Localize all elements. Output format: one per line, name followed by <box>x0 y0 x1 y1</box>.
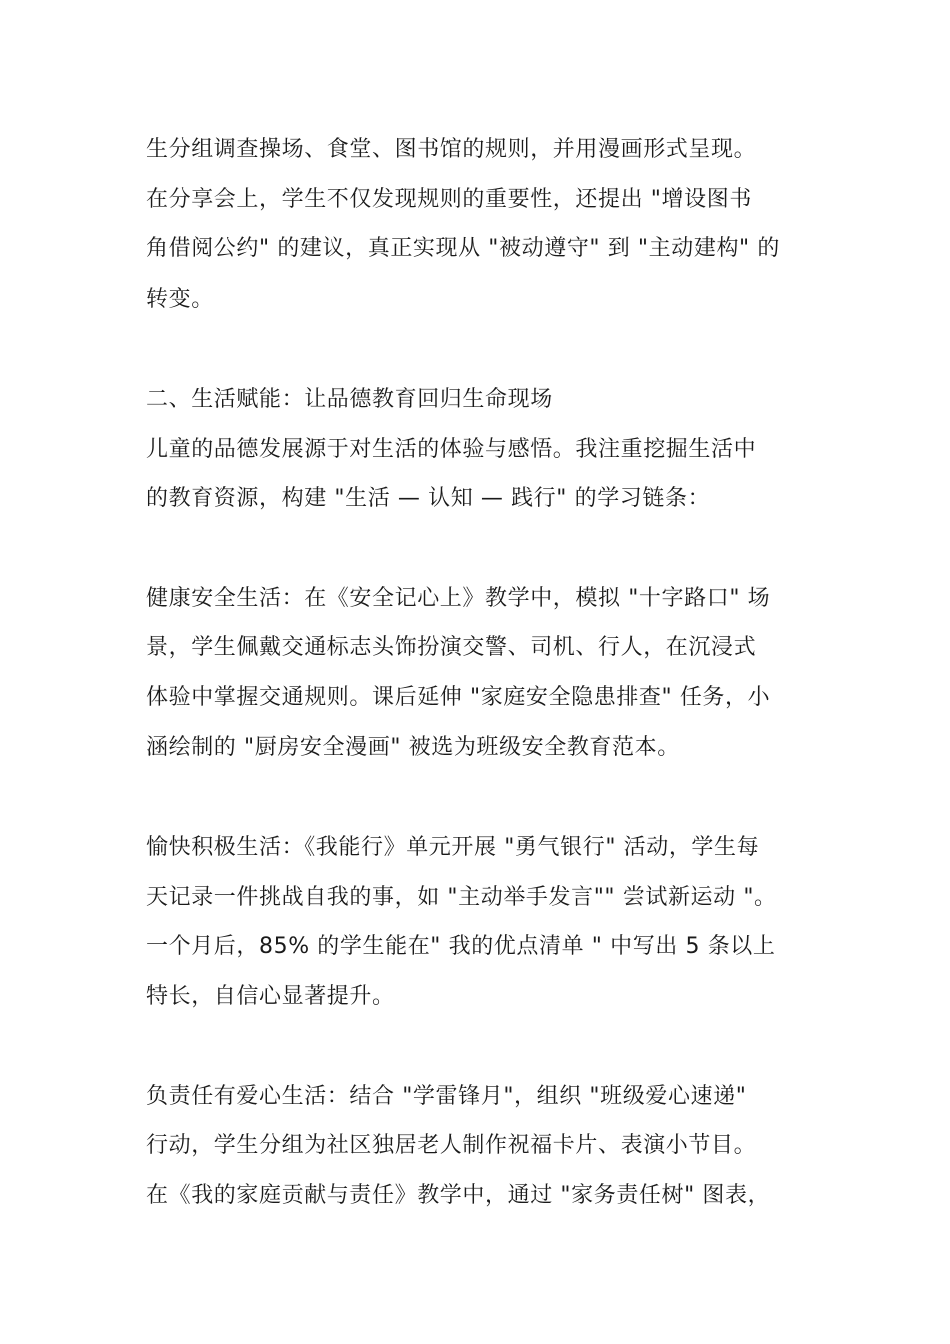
text-line: 体验中掌握交通规则。课后延伸 "家庭安全隐患排查" 任务，小 <box>146 685 771 710</box>
text-line: 行动，学生分组为社区独居老人制作祝福卡片、表演小节目。 <box>146 1133 757 1158</box>
text-line: 转变。 <box>146 287 214 312</box>
text-line: 愉快积极生活：《我能行》单元开展 "勇气银行" 活动，学生每 <box>146 835 760 860</box>
section-heading: 二、生活赋能：让品德教育回归生命现场 <box>146 387 553 412</box>
text-line: 在《我的家庭贡献与责任》教学中，通过 "家务责任树" 图表， <box>146 1183 771 1208</box>
text-line: 特长，自信心显著提升。 <box>146 984 395 1009</box>
text-line: 儿童的品德发展源于对生活的体验与感悟。我注重挖掘生活中 <box>146 437 757 462</box>
text-line: 景，学生佩戴交通标志头饰扮演交警、司机、行人，在沉浸式 <box>146 635 757 660</box>
text-line: 一个月后，85% 的学生能在" 我的优点清单 " 中写出 5 条以上 <box>146 934 776 959</box>
text-line: 在分享会上，学生不仅发现规则的重要性，还提出 "增设图书 <box>146 187 752 212</box>
text-line: 健康安全生活：在《安全记心上》教学中，模拟 "十字路口" 场 <box>146 586 771 611</box>
text-line: 生分组调查操场、食堂、图书馆的规则，并用漫画形式呈现。 <box>146 137 757 162</box>
text-line: 涵绘制的 "厨房安全漫画" 被选为班级安全教育范本。 <box>146 735 680 760</box>
text-line: 负责任有爱心生活：结合 "学雷锋月"，组织 "班级爱心速递" <box>146 1084 747 1109</box>
text-line: 天记录一件挑战自我的事，如 "主动举手发言"" 尝试新运动 "。 <box>146 885 777 910</box>
text-line: 角借阅公约" 的建议，真正实现从 "被动遵守" 到 "主动建构" 的 <box>146 236 780 261</box>
text-line: 的教育资源，构建 "生活 — 认知 — 践行" 的学习链条： <box>146 486 711 511</box>
